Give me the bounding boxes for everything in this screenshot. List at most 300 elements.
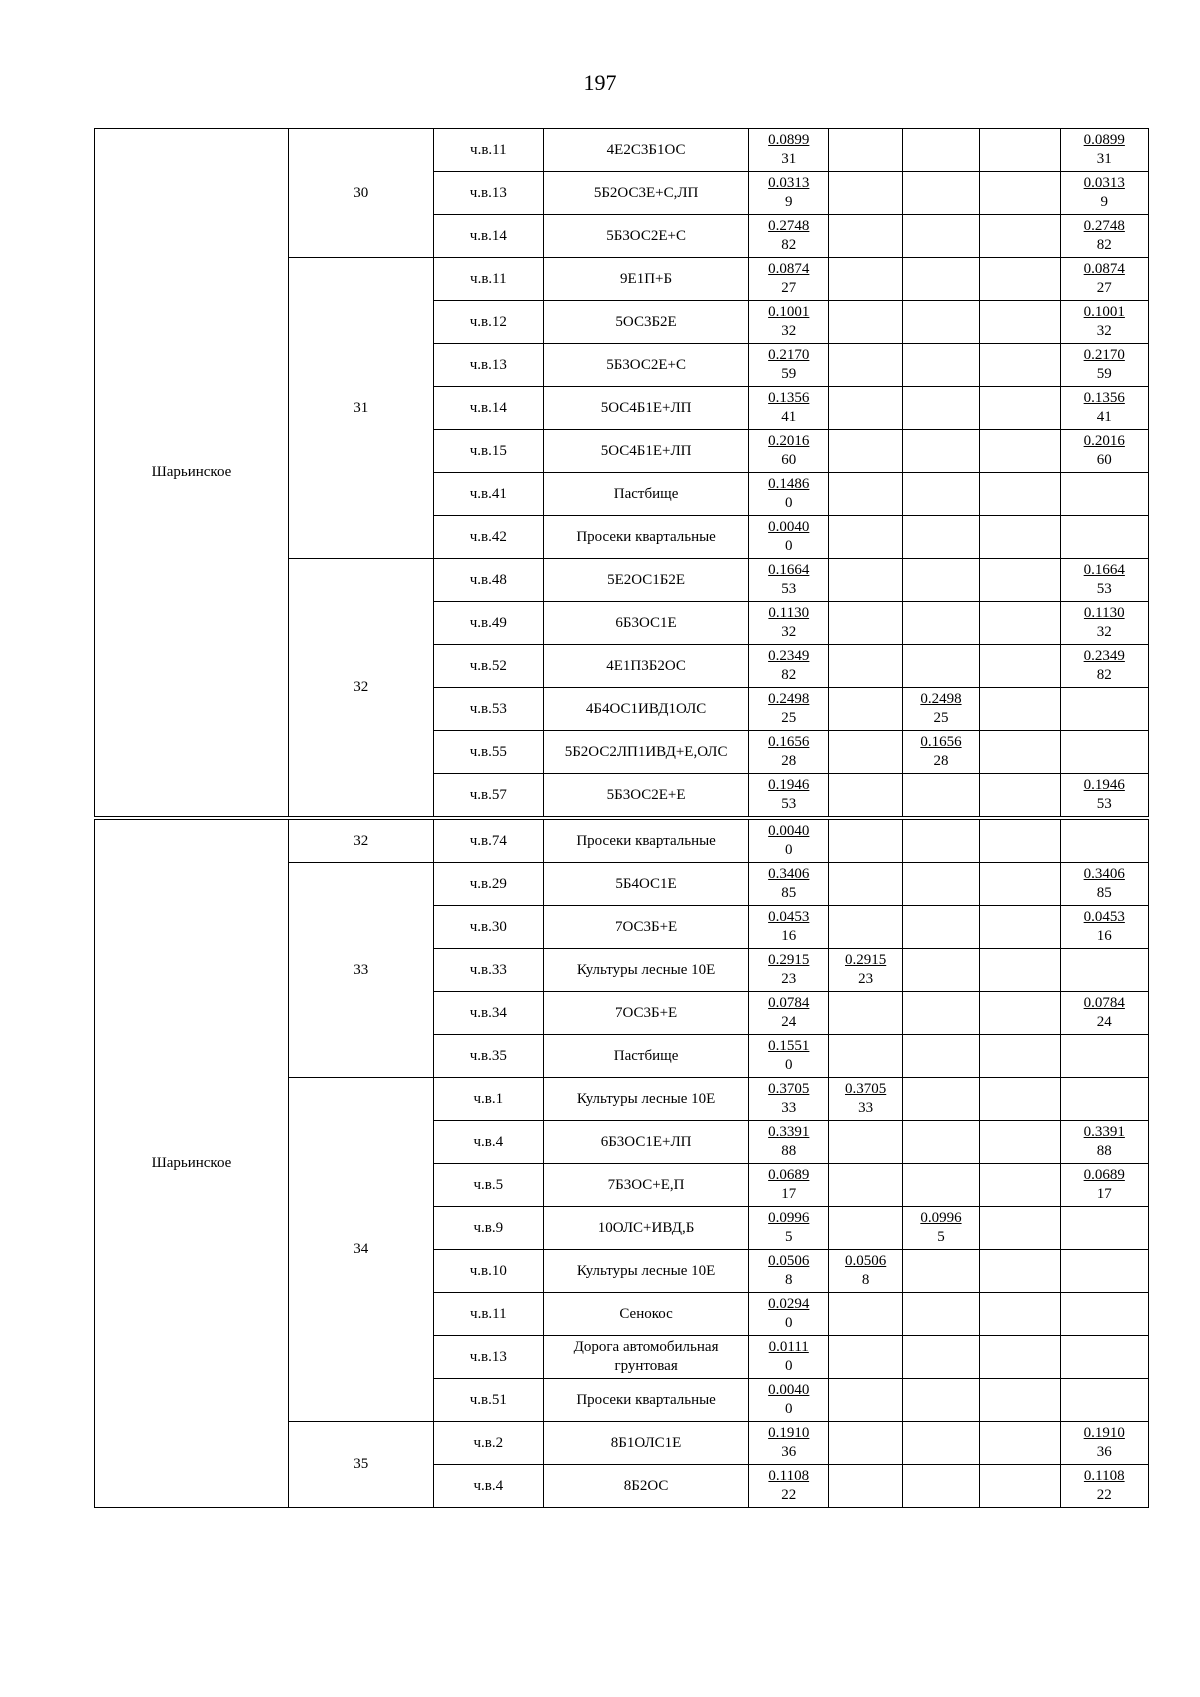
- column-1-cell: [829, 516, 902, 559]
- kind-cell: 10ОЛС+ИВД,Б: [544, 1207, 749, 1250]
- kind-cell: 5Б4ОС1Е: [544, 863, 749, 906]
- volume-value: 41: [1096, 409, 1112, 425]
- column-4-cell: [1060, 215, 1148, 258]
- column-3-cell: [980, 820, 1060, 863]
- column-2-cell: [902, 1293, 979, 1336]
- column-1-cell: [829, 129, 902, 172]
- column-4-cell: [1060, 1336, 1148, 1379]
- volume-value: 53: [1096, 796, 1112, 812]
- vydel-cell: ч.в.53: [433, 688, 544, 731]
- column-4-cell: [1060, 731, 1148, 774]
- column-1-cell: [829, 949, 902, 992]
- total-cell: [749, 949, 829, 992]
- area-value: 0.3406: [1083, 866, 1125, 882]
- volume-value: 9: [1100, 194, 1108, 210]
- kind-cell: Пастбище: [544, 1035, 749, 1078]
- kind-cell: 8Б2ОС: [544, 1465, 749, 1508]
- area-value: 0.1356: [768, 390, 810, 406]
- column-3-cell: [980, 1078, 1060, 1121]
- total-cell: [749, 992, 829, 1035]
- area-value: 0.2915: [768, 952, 810, 968]
- column-3-cell: [980, 731, 1060, 774]
- column-2-cell: [902, 1250, 979, 1293]
- kind-cell: 5ОС4Б1Е+ЛП: [544, 430, 749, 473]
- vydel-cell: ч.в.52: [433, 645, 544, 688]
- vydel-cell: ч.в.49: [433, 602, 544, 645]
- column-2-cell: [902, 258, 979, 301]
- column-1-cell: [829, 820, 902, 863]
- column-4-cell: [1060, 473, 1148, 516]
- column-3-cell: [980, 344, 1060, 387]
- column-3-cell: [980, 602, 1060, 645]
- area-value: 0.0111: [768, 1339, 809, 1355]
- column-1-cell: [829, 863, 902, 906]
- quarter-cell: 31: [288, 258, 433, 559]
- page-number: 197: [583, 70, 617, 95]
- area-value: 0.0784: [1083, 995, 1125, 1011]
- column-2-cell: [902, 215, 979, 258]
- volume-value: 32: [781, 624, 797, 640]
- area-value: 0.0899: [1083, 132, 1125, 148]
- kind-cell: 9Е1П+Б: [544, 258, 749, 301]
- column-3-cell: [980, 1250, 1060, 1293]
- column-3-cell: [980, 172, 1060, 215]
- column-3-cell: [980, 688, 1060, 731]
- vydel-cell: ч.в.11: [433, 258, 544, 301]
- column-1-cell: [829, 1164, 902, 1207]
- volume-value: 24: [781, 1014, 797, 1030]
- area-value: 0.1656: [920, 734, 962, 750]
- volume-value: 27: [1096, 280, 1112, 296]
- column-1-cell: [829, 387, 902, 430]
- column-1-cell: [829, 1078, 902, 1121]
- column-1-cell: [829, 344, 902, 387]
- volume-value: 41: [781, 409, 797, 425]
- column-2-cell: [902, 949, 979, 992]
- total-cell: [749, 906, 829, 949]
- total-cell: [749, 430, 829, 473]
- column-1-cell: [829, 1293, 902, 1336]
- kind-cell: Дорога автомобильная грунтовая: [544, 1336, 749, 1379]
- volume-value: 31: [781, 151, 797, 167]
- area-value: 0.2349: [1083, 648, 1125, 664]
- kind-cell: Культуры лесные 10Е: [544, 1078, 749, 1121]
- column-4-cell: [1060, 430, 1148, 473]
- column-1-cell: [829, 430, 902, 473]
- kind-cell: Просеки квартальные: [544, 1379, 749, 1422]
- area-value: 0.1946: [1083, 777, 1125, 793]
- column-2-cell: [902, 1336, 979, 1379]
- volume-value: 36: [781, 1444, 797, 1460]
- column-4-cell: [1060, 1379, 1148, 1422]
- area-value: 0.1664: [1083, 562, 1125, 578]
- volume-value: 27: [781, 280, 797, 296]
- column-3-cell: [980, 863, 1060, 906]
- area-value: 0.0040: [768, 519, 810, 535]
- column-3-cell: [980, 992, 1060, 1035]
- volume-value: 59: [1096, 366, 1112, 382]
- column-2-cell: [902, 1422, 979, 1465]
- volume-value: 9: [785, 194, 793, 210]
- column-1-cell: [829, 301, 902, 344]
- area-value: 0.1001: [768, 304, 810, 320]
- area-value: 0.0874: [1083, 261, 1125, 277]
- forest-table-1: [94, 128, 1149, 817]
- column-3-cell: [980, 1422, 1060, 1465]
- vydel-cell: ч.в.5: [433, 1164, 544, 1207]
- volume-value: 8: [785, 1272, 793, 1288]
- column-4-cell: [1060, 1422, 1148, 1465]
- column-3-cell: [980, 1336, 1060, 1379]
- kind-cell: Просеки квартальные: [544, 820, 749, 863]
- column-3-cell: [980, 516, 1060, 559]
- total-cell: [749, 645, 829, 688]
- area-value: 0.3391: [768, 1124, 810, 1140]
- vydel-cell: ч.в.48: [433, 559, 544, 602]
- column-1-cell: [829, 1121, 902, 1164]
- column-3-cell: [980, 949, 1060, 992]
- column-1-cell: [829, 1422, 902, 1465]
- area-value: 0.2748: [768, 218, 810, 234]
- vydel-cell: ч.в.34: [433, 992, 544, 1035]
- column-4-cell: [1060, 129, 1148, 172]
- column-2-cell: [902, 387, 979, 430]
- column-3-cell: [980, 301, 1060, 344]
- column-4-cell: [1060, 992, 1148, 1035]
- volume-value: 53: [781, 581, 797, 597]
- column-3-cell: [980, 774, 1060, 817]
- column-2-cell: [902, 344, 979, 387]
- column-1-cell: [829, 774, 902, 817]
- volume-value: 25: [933, 710, 949, 726]
- district-cell: Шарьинское: [95, 820, 289, 1508]
- area-value: 0.0689: [1083, 1167, 1125, 1183]
- area-value: 0.3705: [768, 1081, 810, 1097]
- quarter-cell: 34: [288, 1078, 433, 1422]
- total-cell: [749, 863, 829, 906]
- total-cell: [749, 1078, 829, 1121]
- column-2-cell: [902, 774, 979, 817]
- volume-value: 16: [781, 928, 797, 944]
- area-value: 0.1001: [1083, 304, 1125, 320]
- column-1-cell: [829, 559, 902, 602]
- column-3-cell: [980, 387, 1060, 430]
- volume-value: 33: [858, 1100, 874, 1116]
- column-4-cell: [1060, 1121, 1148, 1164]
- area-value: 0.0453: [1083, 909, 1125, 925]
- forest-table-2: [94, 819, 1149, 1508]
- kind-cell: Культуры лесные 10Е: [544, 949, 749, 992]
- volume-value: 16: [1096, 928, 1112, 944]
- volume-value: 36: [1096, 1444, 1112, 1460]
- area-value: 0.3391: [1083, 1124, 1125, 1140]
- area-value: 0.3705: [844, 1081, 887, 1097]
- volume-value: 31: [1096, 151, 1112, 167]
- vydel-cell: ч.в.1: [433, 1078, 544, 1121]
- total-cell: [749, 387, 829, 430]
- vydel-cell: ч.в.57: [433, 774, 544, 817]
- total-cell: [749, 559, 829, 602]
- column-4-cell: [1060, 559, 1148, 602]
- volume-value: 59: [781, 366, 797, 382]
- vydel-cell: ч.в.10: [433, 1250, 544, 1293]
- total-cell: [749, 172, 829, 215]
- volume-value: 88: [781, 1143, 797, 1159]
- column-4-cell: [1060, 774, 1148, 817]
- column-4-cell: [1060, 1465, 1148, 1508]
- column-4-cell: [1060, 172, 1148, 215]
- column-3-cell: [980, 258, 1060, 301]
- volume-value: 82: [781, 667, 797, 683]
- kind-cell: 4Б4ОС1ИВД1ОЛС: [544, 688, 749, 731]
- volume-value: 88: [1096, 1143, 1112, 1159]
- kind-cell: 7ОС3Б+Е: [544, 906, 749, 949]
- column-1-cell: [829, 258, 902, 301]
- column-2-cell: [902, 602, 979, 645]
- area-value: 0.0294: [768, 1296, 810, 1312]
- area-value: 0.2016: [1083, 433, 1125, 449]
- vydel-cell: ч.в.51: [433, 1379, 544, 1422]
- quarter-cell: 32: [288, 559, 433, 817]
- area-value: 0.2016: [768, 433, 810, 449]
- column-4-cell: [1060, 258, 1148, 301]
- vydel-cell: ч.в.29: [433, 863, 544, 906]
- column-1-cell: [829, 645, 902, 688]
- total-cell: [749, 774, 829, 817]
- column-3-cell: [980, 1465, 1060, 1508]
- column-2-cell: [902, 906, 979, 949]
- area-value: 0.0506: [844, 1253, 887, 1269]
- volume-value: 32: [1096, 323, 1112, 339]
- volume-value: 28: [781, 753, 797, 769]
- column-2-cell: [902, 516, 979, 559]
- column-4-cell: [1060, 820, 1148, 863]
- column-2-cell: [902, 688, 979, 731]
- total-cell: [749, 1164, 829, 1207]
- total-cell: [749, 820, 829, 863]
- area-value: 0.1664: [768, 562, 810, 578]
- kind-cell: 5Б3ОС2Е+Е: [544, 774, 749, 817]
- column-3-cell: [980, 906, 1060, 949]
- column-4-cell: [1060, 344, 1148, 387]
- vydel-cell: ч.в.9: [433, 1207, 544, 1250]
- column-1-cell: [829, 602, 902, 645]
- column-4-cell: [1060, 949, 1148, 992]
- column-3-cell: [980, 1035, 1060, 1078]
- total-cell: [749, 1293, 829, 1336]
- column-2-cell: [902, 731, 979, 774]
- total-cell: [749, 1250, 829, 1293]
- column-2-cell: [902, 1121, 979, 1164]
- kind-cell: 6Б3ОС1Е: [544, 602, 749, 645]
- column-2-cell: [902, 559, 979, 602]
- quarter-cell: 32: [288, 820, 433, 863]
- column-2-cell: [902, 430, 979, 473]
- vydel-cell: ч.в.13: [433, 344, 544, 387]
- kind-cell: 4Е2С3Б1ОС: [544, 129, 749, 172]
- total-cell: [749, 1035, 829, 1078]
- area-value: 0.1910: [768, 1425, 810, 1441]
- volume-value: 22: [1096, 1487, 1112, 1503]
- volume-value: 85: [1096, 885, 1112, 901]
- column-1-cell: [829, 215, 902, 258]
- vydel-cell: ч.в.4: [433, 1465, 544, 1508]
- column-4-cell: [1060, 1078, 1148, 1121]
- total-cell: [749, 473, 829, 516]
- column-4-cell: [1060, 688, 1148, 731]
- kind-cell: Пастбище: [544, 473, 749, 516]
- column-3-cell: [980, 473, 1060, 516]
- total-cell: [749, 1121, 829, 1164]
- column-4-cell: [1060, 1164, 1148, 1207]
- vydel-cell: ч.в.55: [433, 731, 544, 774]
- column-4-cell: [1060, 645, 1148, 688]
- kind-cell: Культуры лесные 10Е: [544, 1250, 749, 1293]
- column-4-cell: [1060, 301, 1148, 344]
- area-value: 0.0506: [768, 1253, 810, 1269]
- column-1-cell: [829, 1035, 902, 1078]
- volume-value: 32: [781, 323, 797, 339]
- vydel-cell: ч.в.33: [433, 949, 544, 992]
- vydel-cell: ч.в.13: [433, 172, 544, 215]
- column-2-cell: [902, 1465, 979, 1508]
- volume-value: 53: [1096, 581, 1112, 597]
- district-cell: Шарьинское: [95, 129, 289, 817]
- volume-value: 85: [781, 885, 797, 901]
- volume-value: 17: [781, 1186, 797, 1202]
- kind-cell: 4Е1П3Б2ОС: [544, 645, 749, 688]
- area-value: 0.0996: [768, 1210, 810, 1226]
- column-1-cell: [829, 1336, 902, 1379]
- column-4-cell: [1060, 1207, 1148, 1250]
- volume-value: 24: [1096, 1014, 1112, 1030]
- column-4-cell: [1060, 1293, 1148, 1336]
- total-cell: [749, 129, 829, 172]
- area-value: 0.1356: [1083, 390, 1125, 406]
- column-3-cell: [980, 430, 1060, 473]
- total-cell: [749, 1336, 829, 1379]
- kind-cell: 5ОС4Б1Е+ЛП: [544, 387, 749, 430]
- kind-cell: 8Б1ОЛС1Е: [544, 1422, 749, 1465]
- area-value: 0.0453: [768, 909, 810, 925]
- area-value: 0.1130: [1083, 605, 1125, 621]
- area-value: 0.2498: [768, 691, 810, 707]
- column-1-cell: [829, 688, 902, 731]
- area-value: 0.1946: [768, 777, 810, 793]
- area-value: 0.2748: [1083, 218, 1125, 234]
- total-cell: [749, 344, 829, 387]
- total-cell: [749, 688, 829, 731]
- kind-cell: Просеки квартальные: [544, 516, 749, 559]
- volume-value: 0: [785, 1358, 793, 1374]
- volume-value: 82: [1096, 667, 1112, 683]
- column-4-cell: [1060, 863, 1148, 906]
- volume-value: 53: [781, 796, 797, 812]
- vydel-cell: ч.в.74: [433, 820, 544, 863]
- column-2-cell: [902, 172, 979, 215]
- vydel-cell: ч.в.35: [433, 1035, 544, 1078]
- column-2-cell: [902, 129, 979, 172]
- total-cell: [749, 731, 829, 774]
- area-value: 0.1108: [1083, 1468, 1125, 1484]
- area-value: 0.0313: [768, 175, 810, 191]
- kind-cell: 7ОС3Б+Е: [544, 992, 749, 1035]
- table-row: [95, 129, 1149, 172]
- vydel-cell: ч.в.30: [433, 906, 544, 949]
- vydel-cell: ч.в.15: [433, 430, 544, 473]
- area-value: 0.2170: [768, 347, 810, 363]
- vydel-cell: ч.в.12: [433, 301, 544, 344]
- vydel-cell: ч.в.14: [433, 215, 544, 258]
- volume-value: 22: [781, 1487, 797, 1503]
- volume-value: 0: [785, 1315, 793, 1331]
- volume-value: 17: [1096, 1186, 1112, 1202]
- total-cell: [749, 516, 829, 559]
- quarter-cell: 33: [288, 863, 433, 1078]
- area-value: 0.0689: [768, 1167, 810, 1183]
- total-cell: [749, 602, 829, 645]
- total-cell: [749, 1207, 829, 1250]
- table-row: [95, 820, 1149, 863]
- column-2-cell: [902, 645, 979, 688]
- total-cell: [749, 301, 829, 344]
- area-value: 0.1486: [768, 476, 810, 492]
- column-2-cell: [902, 1078, 979, 1121]
- column-2-cell: [902, 1164, 979, 1207]
- column-3-cell: [980, 1121, 1060, 1164]
- volume-value: 33: [781, 1100, 797, 1116]
- kind-cell: 5Б2ОС2ЛП1ИВД+Е,ОЛС: [544, 731, 749, 774]
- kind-cell: 5ОС3Б2Е: [544, 301, 749, 344]
- volume-value: 0: [785, 1057, 793, 1073]
- quarter-cell: 30: [288, 129, 433, 258]
- volume-value: 0: [785, 538, 793, 554]
- vydel-cell: ч.в.14: [433, 387, 544, 430]
- volume-value: 0: [785, 495, 793, 511]
- kind-cell: 5Б2ОС3Е+С,ЛП: [544, 172, 749, 215]
- column-3-cell: [980, 129, 1060, 172]
- kind-cell: 5Б3ОС2Е+С: [544, 215, 749, 258]
- column-2-cell: [902, 301, 979, 344]
- column-4-cell: [1060, 1250, 1148, 1293]
- column-1-cell: [829, 1379, 902, 1422]
- column-2-cell: [902, 1379, 979, 1422]
- column-2-cell: [902, 1207, 979, 1250]
- quarter-cell: 35: [288, 1422, 433, 1508]
- column-1-cell: [829, 1207, 902, 1250]
- column-2-cell: [902, 473, 979, 516]
- column-4-cell: [1060, 516, 1148, 559]
- column-4-cell: [1060, 906, 1148, 949]
- area-value: 0.2915: [844, 952, 887, 968]
- volume-value: 23: [781, 971, 797, 987]
- column-2-cell: [902, 820, 979, 863]
- kind-cell: 5Е2ОС1Б2Е: [544, 559, 749, 602]
- column-1-cell: [829, 172, 902, 215]
- column-3-cell: [980, 1293, 1060, 1336]
- volume-value: 0: [785, 1401, 793, 1417]
- volume-value: 5: [785, 1229, 793, 1245]
- area-value: 0.1130: [768, 605, 810, 621]
- column-2-cell: [902, 992, 979, 1035]
- column-3-cell: [980, 1207, 1060, 1250]
- kind-cell: 6Б3ОС1Е+ЛП: [544, 1121, 749, 1164]
- column-2-cell: [902, 863, 979, 906]
- area-value: 0.1108: [768, 1468, 810, 1484]
- column-3-cell: [980, 645, 1060, 688]
- vydel-cell: ч.в.11: [433, 1293, 544, 1336]
- volume-value: 60: [781, 452, 797, 468]
